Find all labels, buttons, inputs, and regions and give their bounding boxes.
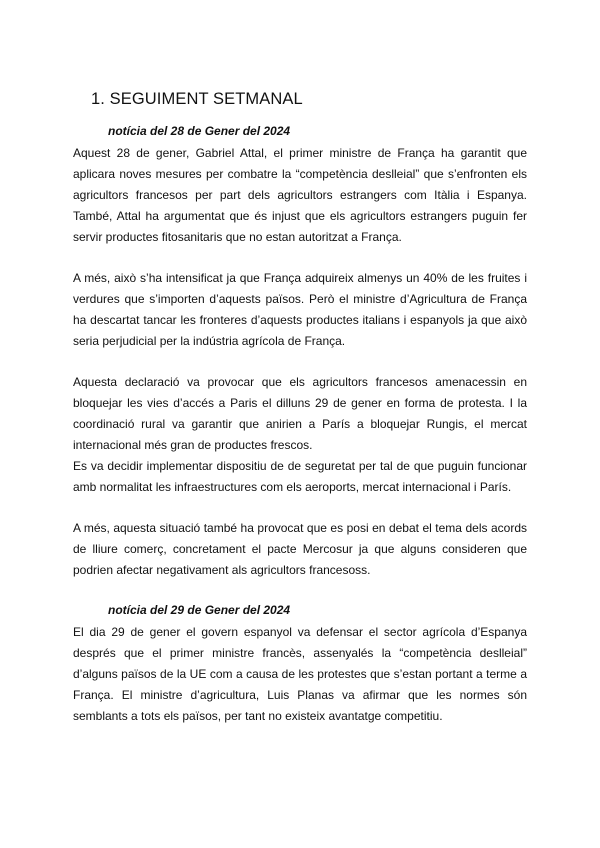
news-date-label: notícia del 29 de Gener del 2024 xyxy=(108,603,291,617)
section-heading: 1. SEGUIMENT SETMANAL xyxy=(91,90,303,108)
news-paragraph: Aquesta declaració va provocar que els agricultors francesos amenacessin en bloquejar les vies d’accés a Paris el dilluns 29 de gener en forma de protesta. I la coordinació rural va garantir que anirien a París a bloquejar Rungis, el mercat internacional més gran de productes frescos. xyxy=(73,375,527,452)
news-paragraph: Es va decidir implementar dispositiu de de seguretat per tal de que puguin funcionar amb normalitat les infraestructures com els aeroports, mercat internacional i París. xyxy=(73,459,527,494)
news-paragraph: A més, això s’ha intensificat ja que França adquireix almenys un 40% de les fruites i verdures que s’importen d’aquests països. Però el ministre d’Agricultura de França ha descartat tancar les fronteres d’aquests productes italians i espanyols ja que això seria perjudicial per la indústria agrícola de França. xyxy=(73,271,527,348)
news-paragraph: A més, aquesta situació també ha provocat que es posi en debat el tema dels acords de lliure comerç, concretament el pacte Mercosur ja que alguns consideren que podrien afectar negativament als agricultors francesoss. xyxy=(73,521,527,577)
news-paragraph: Aquest 28 de gener, Gabriel Attal, el primer ministre de França ha garantit que aplicara noves mesures per combatre la “competència deslleial” que s’enfronten els agricultors francesos per part dels agricultors estrangers com Itàlia i Espanya. També, Attal ha argumentat que és injust que els agricultors estrangers puguin fer servir productes fitosanitaris que no estan autoritzat a França. xyxy=(73,146,527,244)
news-date-label: notícia del 28 de Gener del 2024 xyxy=(108,124,291,138)
news-paragraph: El dia 29 de gener el govern espanyol va defensar el sector agrícola d’Espanya després que el primer ministre francès, assenyalés la “competència deslleial” d’alguns països de la UE com a causa de les protestes que s’estan portant a terme a França. El ministre d’agricultura, Luis Planas va afirmar que les normes són semblants a tots els països, per tant no existeix avantatge competitiu. xyxy=(73,625,527,723)
